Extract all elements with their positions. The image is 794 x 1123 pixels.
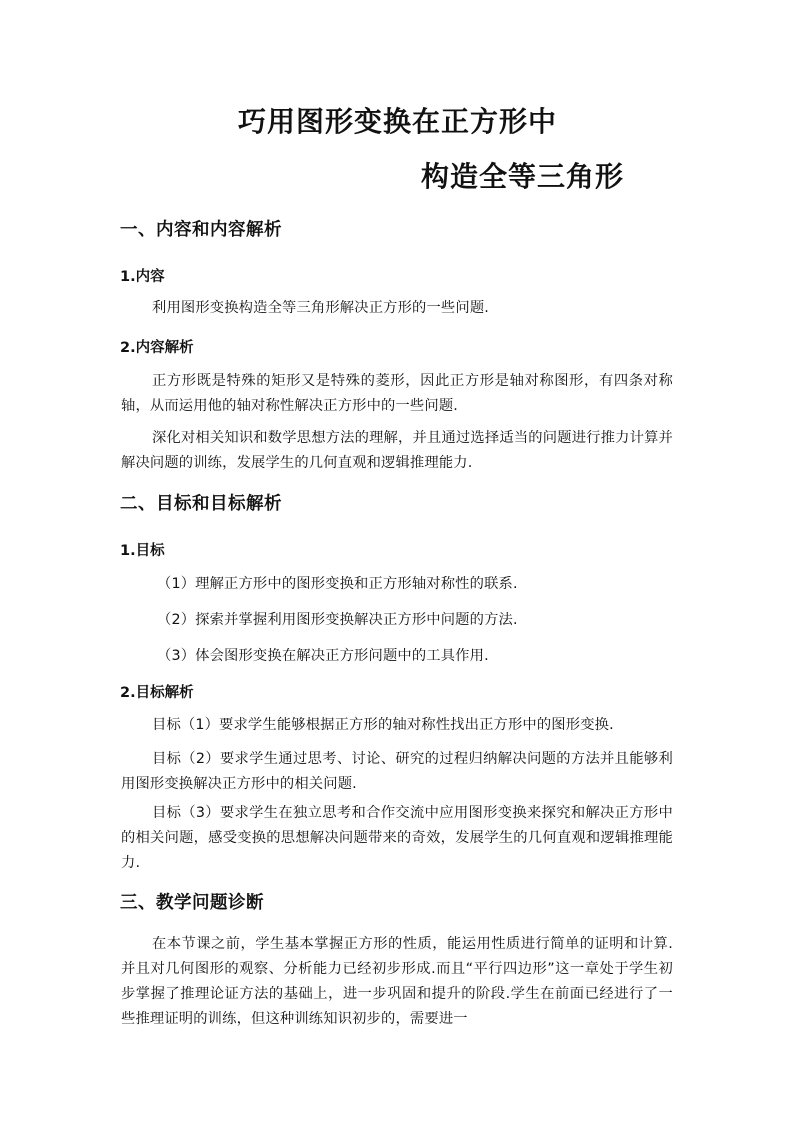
paragraph-diagnosis: 在本节课之前，学生基本掌握正方形的性质，能运用性质进行简单的证明和计算.并且对几何图形的观察、分析能力已经初步形成.而且“平行四边形”这一章处于学生初步掌握了推理论证方法的基础上，进一步巩固和提升的阶段.学生在前面已经进行了一些推理证明的训练，但这种训练知识初步的，需要进一: [121, 936, 673, 1027]
section-heading-objectives: 二、目标和目标解析: [120, 494, 282, 514]
document-title-line2: 构造全等三角形: [421, 160, 625, 193]
paragraph-content-analysis-2: 深化对相关知识和数学思想方法的理解，并且通过选择适当的问题进行推力计算并解决问题的训练，发展学生的几何直观和逻辑推理能力.: [121, 430, 673, 471]
paragraph-content: 利用图形变换构造全等三角形解决正方形的一些问题.: [152, 300, 489, 316]
subheading-content: 1.内容: [120, 269, 165, 285]
section-heading-content: 一、内容和内容解析: [120, 220, 282, 240]
paragraph-objective-analysis-1: 目标（1）要求学生能够根据正方形的轴对称性找出正方形中的图形变换.: [152, 717, 614, 733]
objective-item-2: （2）探索并掌握利用图形变换解决正方形中问题的方法.: [157, 612, 518, 628]
subheading-objectives: 1.目标: [120, 543, 165, 559]
paragraph-content-analysis-1: 正方形既是特殊的矩形又是特殊的菱形，因此正方形是轴对称图形，有四条对称轴，从而运用他的轴对称性解决正方形中的一些问题.: [121, 373, 673, 414]
paragraph-objective-analysis-2: 目标（2）要求学生通过思考、讨论、研究的过程归纳解决问题的方法并且能够利用图形变换解决正方形中的相关问题.: [121, 751, 673, 792]
subheading-content-analysis: 2.内容解析: [120, 340, 194, 356]
paragraph-objective-analysis-3: 目标（3）要求学生在独立思考和合作交流中应用图形变换来探究和解决正方形中的相关问题，感受变换的思想解决问题带来的奇效，发展学生的几何直观和逻辑推理能力.: [121, 805, 673, 871]
objective-item-3: （3）体会图形变换在解决正方形问题中的工具作用.: [157, 648, 489, 664]
subheading-objectives-analysis: 2.目标解析: [120, 685, 194, 701]
document-title-line1: 巧用图形变换在正方形中: [238, 105, 558, 138]
section-heading-diagnosis: 三、教学问题诊断: [120, 893, 264, 913]
objective-item-1: （1）理解正方形中的图形变换和正方形轴对称性的联系.: [157, 576, 518, 592]
